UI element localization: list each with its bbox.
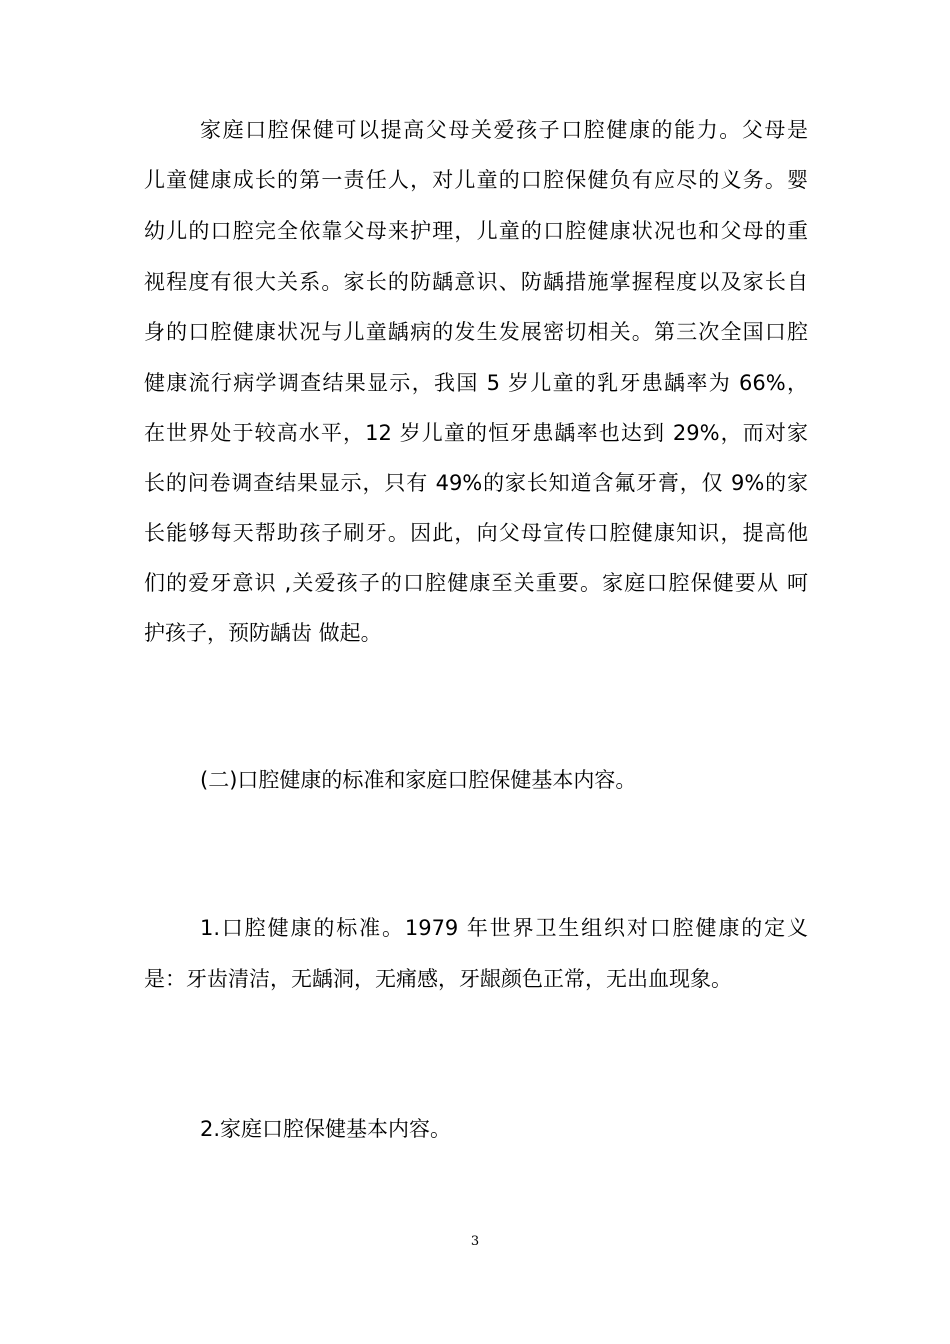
- paragraph-line: 在世界处于较高水平，12 岁儿童的恒牙患龋率也达到 29%，而对家: [144, 421, 808, 445]
- subsection-heading: 2.家庭口腔保健基本内容。: [200, 1117, 452, 1141]
- paragraph-line: 护孩子，预防龋齿 做起。: [144, 621, 382, 645]
- paragraph-line: 健康流行病学调查结果显示，我国 5 岁儿童的乳牙患龋率为 66%，: [144, 371, 808, 395]
- paragraph-line: 幼儿的口腔完全依靠父母来护理，儿童的口腔健康状况也和父母的重: [144, 219, 808, 243]
- page-number: 3: [470, 1234, 480, 1249]
- paragraph-line: 长能够每天帮助孩子刷牙。因此，向父母宣传口腔健康知识，提高他: [144, 521, 808, 545]
- paragraph-line: 儿童健康成长的第一责任人，对儿童的口腔保健负有应尽的义务。婴: [144, 168, 808, 192]
- section-heading: (二)口腔健康的标准和家庭口腔保健基本内容。: [200, 768, 637, 792]
- paragraph-line: 身的口腔健康状况与儿童龋病的发生发展密切相关。第三次全国口腔: [144, 320, 808, 344]
- paragraph-line: 视程度有很大关系。家长的防龋意识、防龋措施掌握程度以及家长自: [144, 270, 808, 294]
- paragraph-line: 1.口腔健康的标准。1979 年世界卫生组织对口腔健康的定义: [200, 916, 808, 940]
- paragraph-line: 长的问卷调查结果显示，只有 49%的家长知道含氟牙膏，仅 9%的家: [144, 471, 808, 495]
- paragraph-line: 们的爱牙意识 ,关爱孩子的口腔健康至关重要。家庭口腔保健要从 呵: [144, 571, 808, 595]
- paragraph-line: 是：牙齿清洁，无龋洞，无痛感，牙龈颜色正常，无出血现象。: [144, 967, 732, 991]
- paragraph-line: 家庭口腔保健可以提高父母关爱孩子口腔健康的能力。父母是: [200, 118, 808, 142]
